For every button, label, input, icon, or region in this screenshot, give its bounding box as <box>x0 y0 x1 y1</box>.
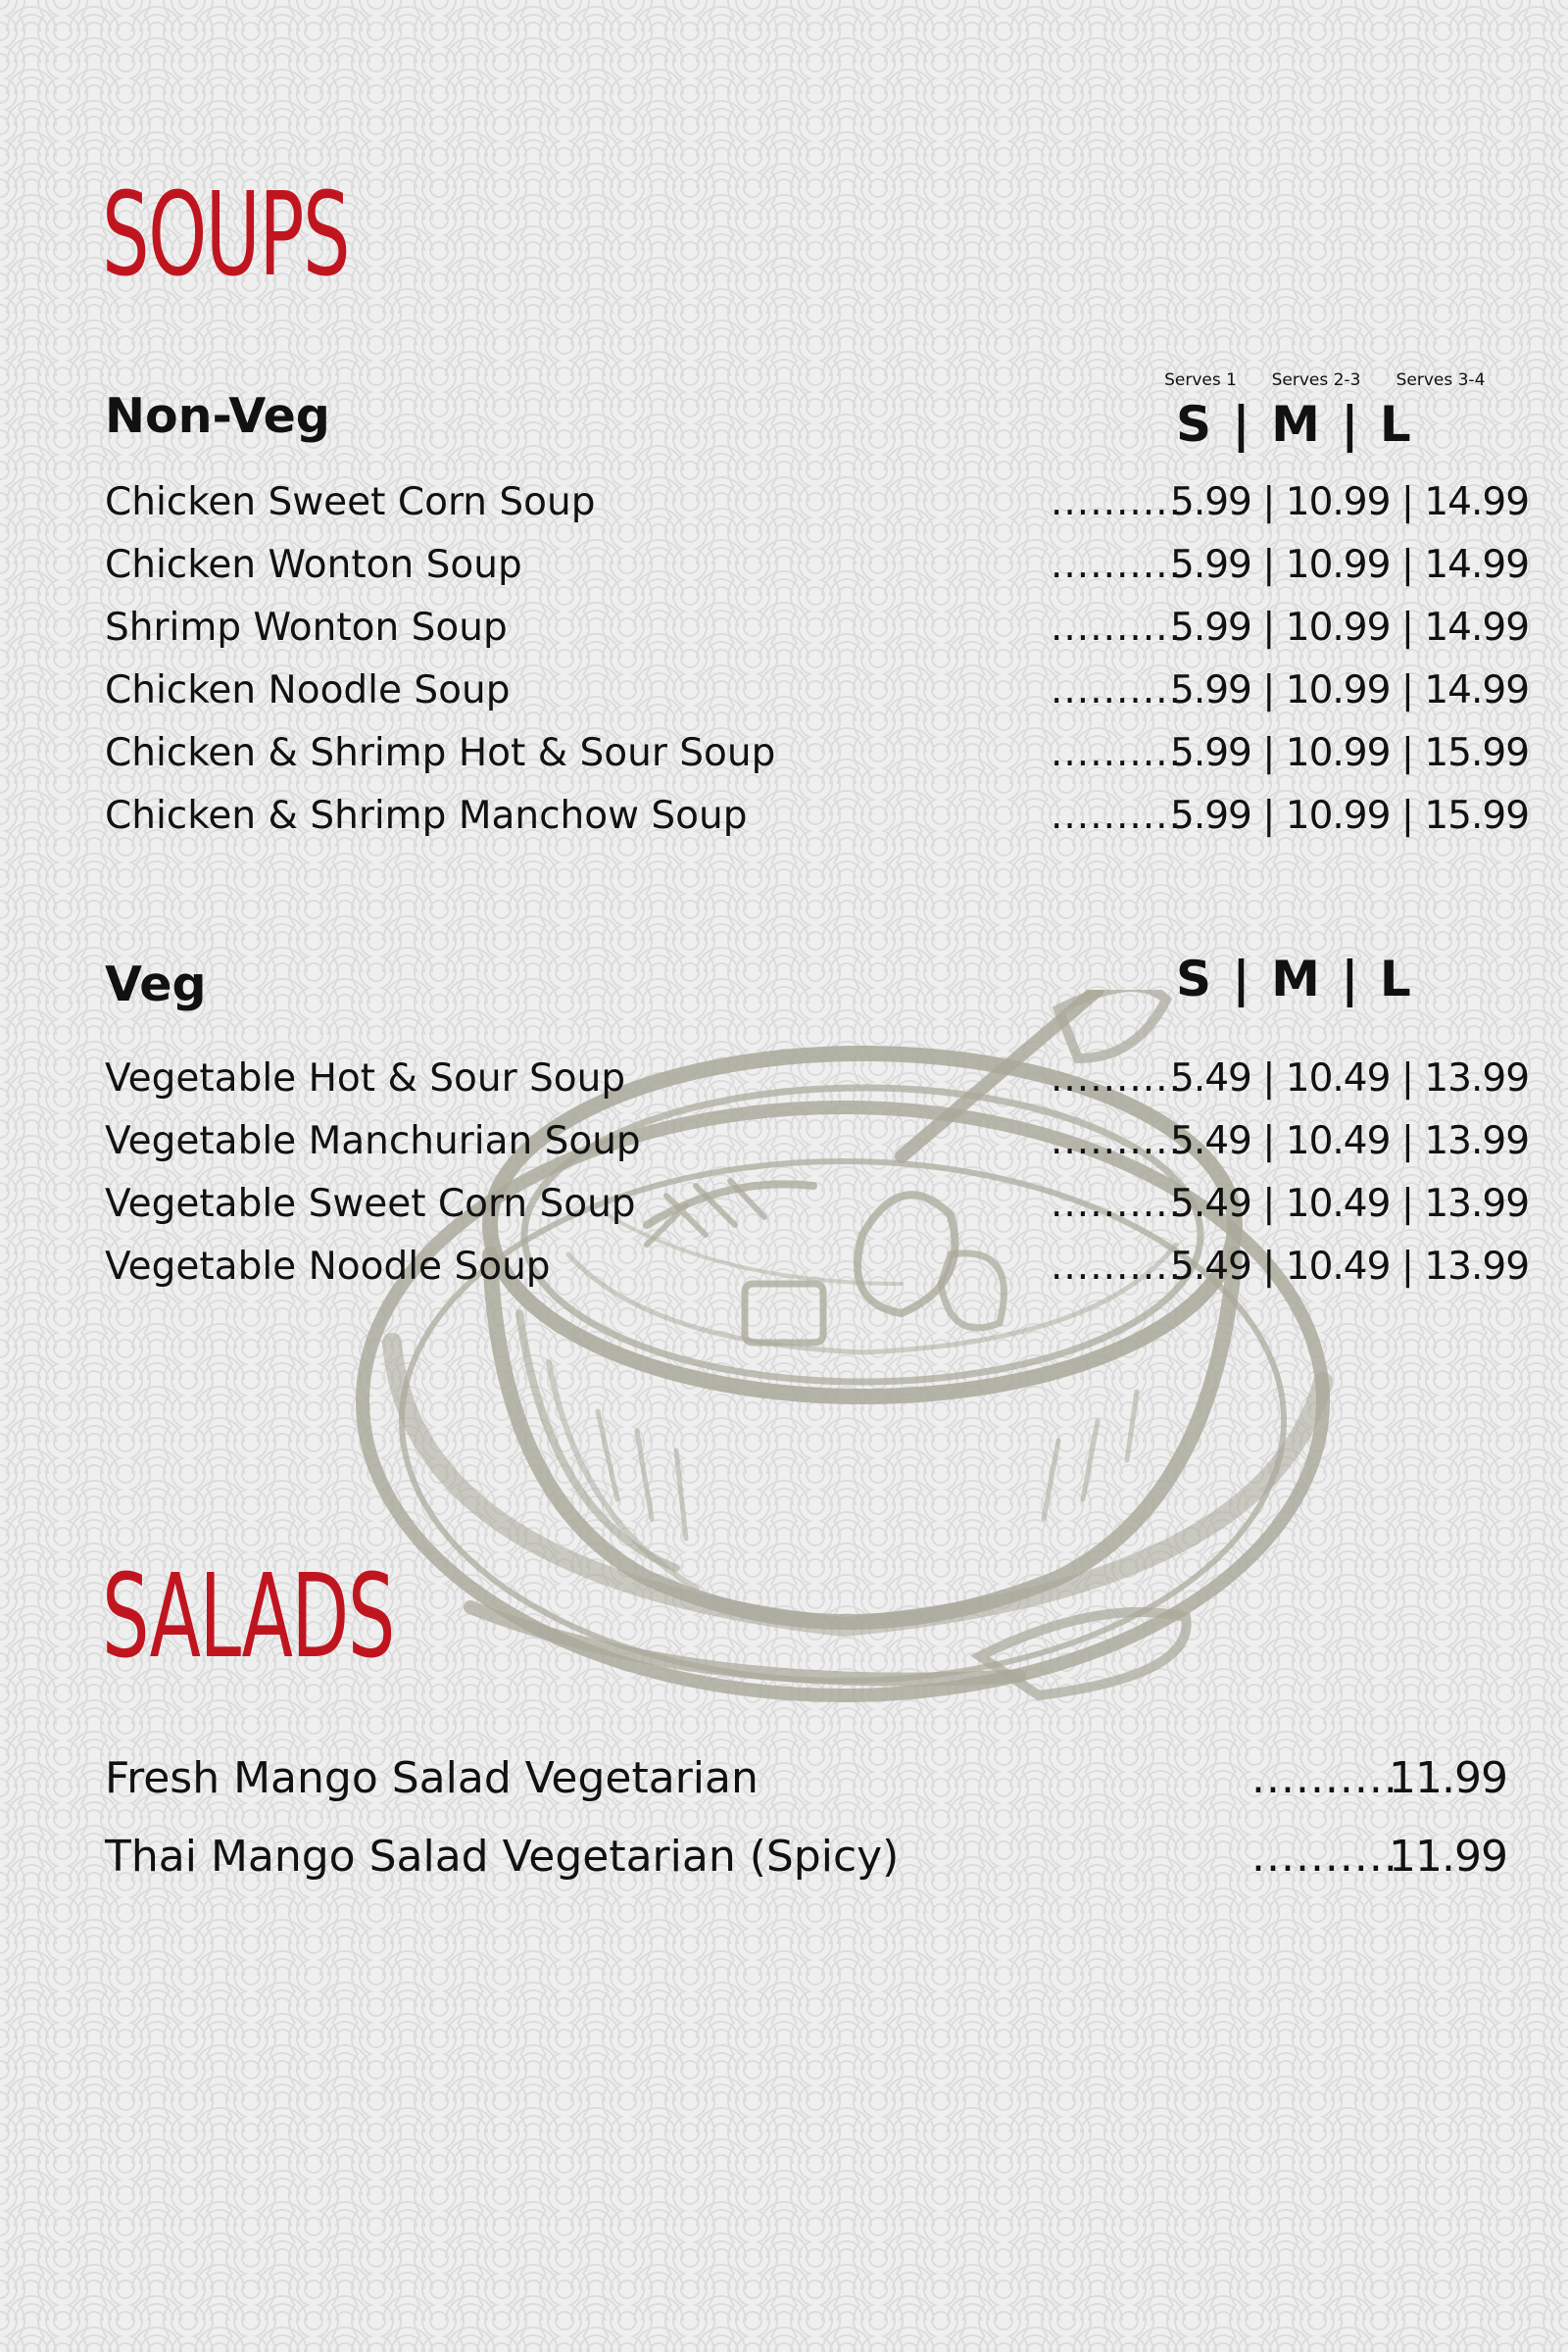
menu-item <box>105 726 1530 781</box>
menu-item <box>105 475 1530 530</box>
dot-leader: .......... <box>1051 480 1182 524</box>
menu-item <box>105 789 1530 844</box>
item-price: 11.99 <box>1389 1832 1507 1882</box>
menu-item <box>105 1114 1530 1169</box>
item-price: 5.99 | 10.99 | 14.99 <box>1170 668 1530 712</box>
menu-item <box>105 1826 1507 1888</box>
menu-item <box>105 1052 1530 1106</box>
item-name: Vegetable Manchurian Soup <box>105 1119 641 1163</box>
dot-leader: .......... <box>1051 668 1182 712</box>
soups-heading: SOUPS <box>102 167 350 302</box>
menu-item <box>105 1240 1530 1295</box>
menu-item <box>105 601 1530 656</box>
item-price: 5.99 | 10.99 | 15.99 <box>1170 794 1530 838</box>
dot-leader: .......... <box>1051 1245 1182 1289</box>
dot-leader: .......... <box>1051 1056 1182 1101</box>
item-price: 5.99 | 10.99 | 15.99 <box>1170 731 1530 775</box>
serves-large-label: Serves 3-4 <box>1396 370 1486 390</box>
dot-leader: .......... <box>1051 606 1182 650</box>
item-name: Chicken Sweet Corn Soup <box>105 480 596 524</box>
dot-leader: .......... <box>1051 794 1182 838</box>
item-price: 5.49 | 10.49 | 13.99 <box>1170 1056 1530 1101</box>
dot-leader: .......... <box>1051 731 1182 775</box>
item-name: Chicken & Shrimp Manchow Soup <box>105 794 748 838</box>
item-price: 5.99 | 10.99 | 14.99 <box>1170 543 1530 587</box>
menu-item <box>105 1747 1507 1810</box>
item-price: 5.99 | 10.99 | 14.99 <box>1170 480 1530 524</box>
item-name: Vegetable Noodle Soup <box>105 1245 551 1289</box>
dot-leader: .......... <box>1251 1832 1398 1882</box>
item-name: Chicken Wonton Soup <box>105 543 522 587</box>
item-name: Fresh Mango Salad Vegetarian <box>105 1753 759 1803</box>
menu-item <box>105 538 1530 593</box>
item-price: 5.99 | 10.99 | 14.99 <box>1170 606 1530 650</box>
serves-small-label: Serves 1 <box>1164 370 1237 390</box>
dot-leader: .......... <box>1051 1182 1182 1226</box>
non-veg-heading: Non-Veg <box>105 388 330 444</box>
dot-leader: .......... <box>1051 543 1182 587</box>
item-name: Chicken & Shrimp Hot & Sour Soup <box>105 731 776 775</box>
dot-leader: .......... <box>1051 1119 1182 1163</box>
non-veg-size-header: S | M | L <box>1176 396 1413 453</box>
item-name: Vegetable Sweet Corn Soup <box>105 1182 636 1226</box>
item-name: Thai Mango Salad Vegetarian (Spicy) <box>105 1832 900 1882</box>
veg-size-header: S | M | L <box>1176 951 1413 1007</box>
item-name: Chicken Noodle Soup <box>105 668 511 712</box>
serves-medium-label: Serves 2-3 <box>1271 370 1361 390</box>
item-price: 11.99 <box>1389 1753 1507 1803</box>
item-price: 5.49 | 10.49 | 13.99 <box>1170 1119 1530 1163</box>
item-name: Vegetable Hot & Sour Soup <box>105 1056 626 1101</box>
veg-heading: Veg <box>105 956 207 1012</box>
item-price: 5.49 | 10.49 | 13.99 <box>1170 1182 1530 1226</box>
item-price: 5.49 | 10.49 | 13.99 <box>1170 1245 1530 1289</box>
menu-item <box>105 1177 1530 1232</box>
menu-item <box>105 663 1530 718</box>
item-name: Shrimp Wonton Soup <box>105 606 508 650</box>
dot-leader: .......... <box>1251 1753 1398 1803</box>
salads-heading: SALADS <box>102 1548 394 1684</box>
